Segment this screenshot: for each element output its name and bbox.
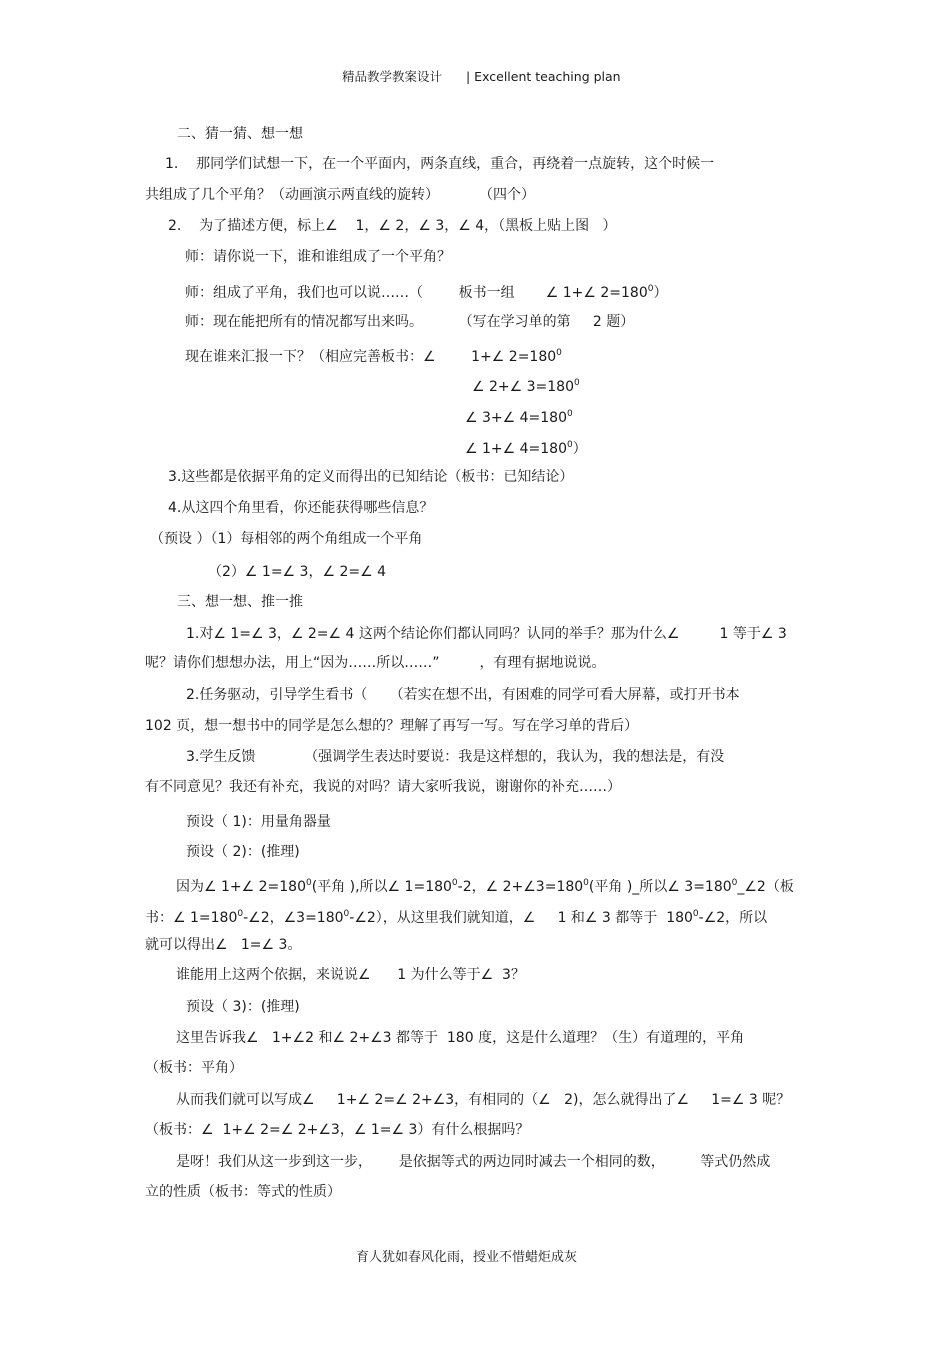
line-text: 2. 为了描述方便，标上∠ 1，∠ 2，∠ 3，∠ 4，（黑板上贴上图 ）	[168, 218, 617, 234]
text-line	[185, 248, 451, 266]
line-text: 现在谁来汇报一下？（相应完善板书：∠ 1+∠ 2=180	[185, 349, 557, 365]
text-line	[145, 936, 301, 954]
text-line	[185, 313, 634, 331]
line-text: 预设（ 3)：(推理)	[186, 999, 300, 1015]
line-text: （板书：∠ 1+∠ 2=∠ 2+∠3，∠ 1=∠ 3）有什么根据吗？	[145, 1122, 530, 1138]
text-line	[186, 843, 300, 861]
line-text: 呢？请你们想想办法，用上“因为……所以……” ，有理有据地说说。	[145, 655, 606, 671]
superscript: 0	[567, 440, 573, 450]
text-line	[176, 1153, 770, 1171]
text-line	[177, 593, 303, 611]
line-text: 师：请你说一下，谁和谁组成了一个平角？	[185, 249, 451, 265]
line-text: （板书：平角）	[145, 1060, 243, 1076]
superscript: 0	[556, 348, 562, 358]
line-text: 三、想一想、推一推	[177, 594, 303, 610]
text-line	[168, 499, 433, 517]
line-text: 这里告诉我∠ 1+∠2 和∠ 2+∠3 都等于 180 度，这是什么道理？（生）有道理的，平角	[176, 1030, 745, 1046]
line-text: 预设（ 2)：(推理)	[186, 844, 300, 860]
text-line	[186, 625, 787, 643]
line-text: -∠2，∠3=180	[243, 910, 344, 926]
line-text: -2，∠ 2+∠3=180	[457, 879, 584, 895]
line-text: 师：组成了平角，我们也可以说……（ 板书一组 ∠ 1+∠ 2=180	[185, 285, 648, 301]
text-line	[177, 125, 303, 143]
text-line	[145, 717, 638, 735]
line-text: -∠2），从这里我们就知道，∠ 1 和∠ 3 都等于 180	[349, 910, 693, 926]
line-text: 4.从这四个角里看，你还能获得哪些信息？	[168, 500, 434, 516]
text-line	[150, 530, 422, 548]
text-line	[186, 813, 331, 831]
superscript: 0	[692, 909, 699, 919]
line-text: 立的性质（板书：等式的性质）	[145, 1184, 341, 1200]
line-text: ）	[572, 441, 587, 457]
line-text: 2.任务驱动，引导学生看书（ （若实在想不出，有困难的同学可看大屏幕，或打开书本	[186, 687, 740, 703]
superscript: 0	[731, 878, 738, 888]
line-text: 预设（ 1)：用量角器量	[186, 814, 331, 830]
line-text: ∠ 3+∠ 4=180	[465, 410, 567, 426]
text-line	[465, 405, 573, 427]
line-text: 1. 那同学们试想一下，在一个平面内，两条直线，重合，再绕着一点旋转，这个时候一	[165, 156, 715, 172]
text-line	[208, 563, 386, 581]
line-text: 因为∠ 1+∠ 2=180	[176, 879, 306, 895]
line-text: （预设 ）（1）每相邻的两个角组成一个平角	[150, 531, 423, 547]
line-text: 谁能用上这两个依据，来说说∠ 1 为什么等于∠ 3？	[176, 967, 525, 983]
line-text: (平角 ),所以∠ 1=180	[311, 879, 452, 895]
line-text: 1.对∠ 1=∠ 3，∠ 2=∠ 4 这两个结论你们都认同吗？认同的举手？那为什么∠ 1 等于∠ 3	[186, 626, 787, 642]
text-line	[168, 217, 617, 235]
line-text: ∠ 1+∠ 4=180	[465, 441, 567, 457]
line-text: 102 页，想一想书中的同学是怎么想的？理解了再写一写。写在学习单的背后）	[145, 718, 639, 734]
line-text: -∠2，所以	[698, 910, 768, 926]
text-line	[145, 778, 621, 796]
text-line	[176, 874, 794, 896]
header-title: 精品教学教案设计	[342, 69, 443, 84]
text-line	[165, 155, 714, 173]
text-line	[145, 1059, 243, 1077]
line-text: ∠ 2+∠ 3=180	[472, 379, 574, 395]
superscript: 0	[647, 284, 654, 294]
line-text: 书：∠ 1=180	[145, 910, 238, 926]
text-line	[186, 748, 724, 766]
line-text: 3.学生反馈 （强调学生表达时要说：我是这样想的，我认为，我的想法是，有没	[186, 749, 725, 765]
text-line	[176, 1091, 790, 1109]
text-line	[145, 1183, 341, 1201]
line-text: 3.这些都是依据平角的定义而得出的已知结论（板书：已知结论）	[168, 469, 574, 485]
text-line	[465, 436, 587, 458]
text-line	[176, 1029, 744, 1047]
text-line	[472, 374, 580, 396]
line-text: 二、猜一猜、想一想	[177, 126, 303, 142]
line-text: 是呀！我们从这一步到这一步， 是依据等式的两边同时减去一个相同的数， 等式仍然成	[176, 1154, 771, 1170]
text-line	[185, 280, 668, 302]
line-text: （2）∠ 1=∠ 3，∠ 2=∠ 4	[208, 564, 387, 580]
text-line	[186, 686, 740, 704]
text-line	[145, 186, 535, 204]
line-text: 有不同意见？我还有补充，我说的对吗？请大家听我说，谢谢你的补充……）	[145, 779, 621, 795]
superscript: 0	[237, 909, 244, 919]
superscript: 0	[451, 878, 458, 888]
line-text: ）	[653, 285, 668, 301]
text-line	[185, 344, 562, 366]
line-text: 从而我们就可以写成∠ 1+∠ 2=∠ 2+∠3，有相同的（∠ 2)，怎么就得出了∠ 1=∠ 3 呢？	[176, 1092, 791, 1108]
header-subtitle: | Excellent teaching plan	[466, 69, 621, 84]
text-line	[145, 654, 606, 672]
line-text: 师：现在能把所有的情况都写出来吗。 （写在学习单的第 2 题）	[185, 314, 635, 330]
line-text: _∠2（板	[737, 879, 794, 895]
text-line	[176, 966, 525, 984]
text-line	[145, 905, 767, 927]
text-line	[145, 1121, 529, 1139]
line-text: 就可以得出∠ 1=∠ 3。	[145, 937, 302, 953]
text-line	[186, 998, 300, 1016]
superscript: 0	[306, 878, 312, 888]
superscript: 0	[583, 878, 589, 888]
superscript: 0	[574, 378, 580, 388]
superscript: 0	[567, 409, 573, 419]
line-text: (平角 )_所以∠ 3=180	[588, 879, 732, 895]
line-text: 共组成了几个平角？（动画演示两直线的旋转） （四个）	[145, 187, 536, 203]
footer-motto: 育人犹如春风化雨，授业不惜蜡炬成灰	[356, 1250, 578, 1265]
superscript: 0	[343, 909, 350, 919]
text-line	[168, 468, 573, 486]
